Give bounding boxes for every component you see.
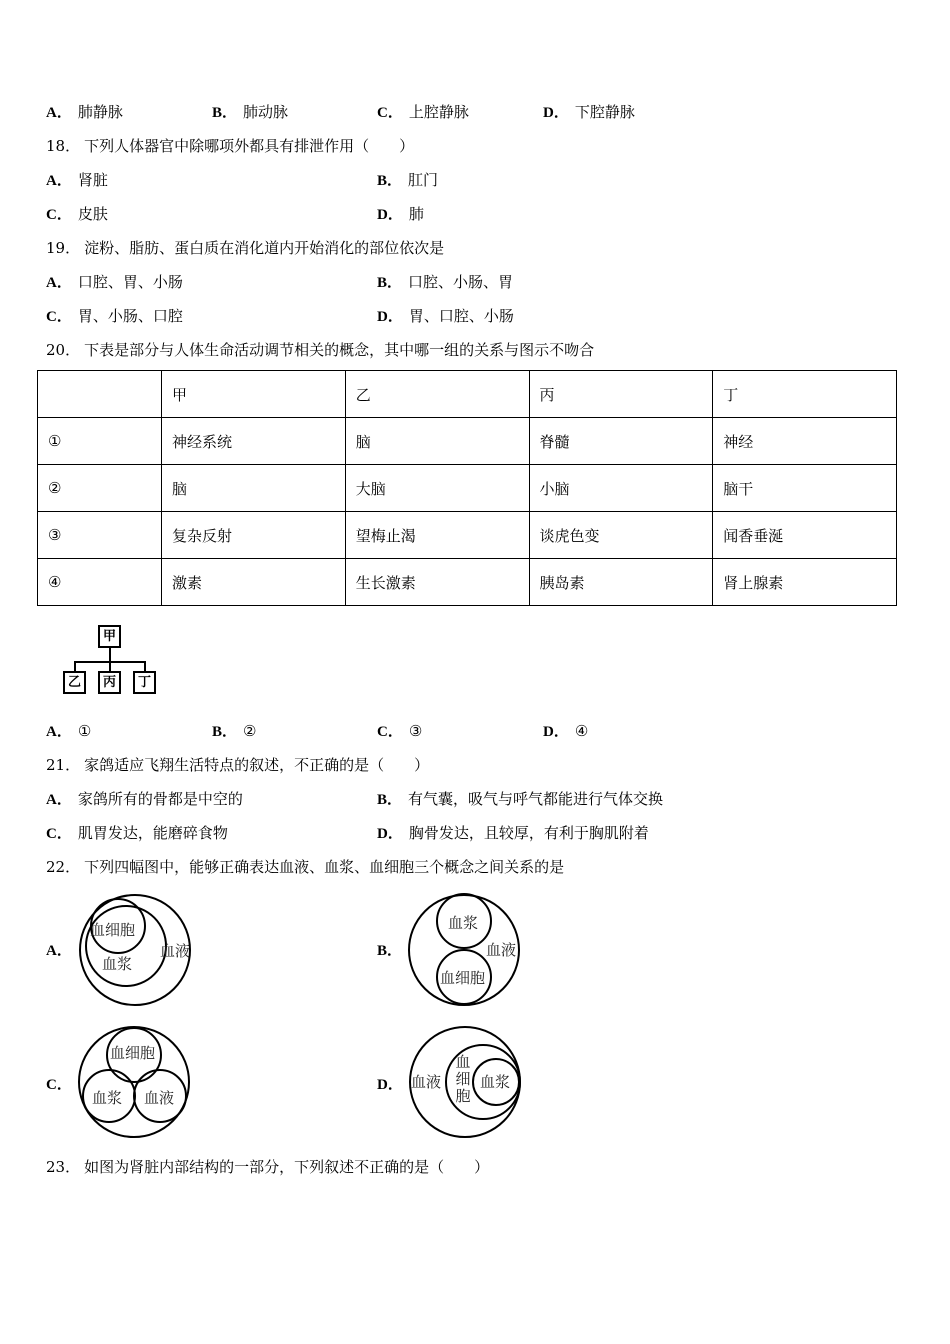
q19-option-a[interactable]: A． 口腔、胃、小肠 [46,273,183,291]
venn-a-plasma-circle [86,906,166,986]
table-cell: 脑 [162,465,346,512]
table-cell: 生长激素 [345,559,529,606]
venn-c-blood-label: 血液 [144,1089,175,1107]
table-cell: 神经 [713,418,897,465]
table-row [38,465,897,512]
table-row [38,559,897,606]
q18-option-b[interactable]: B． 肛门 [377,171,439,189]
diagram-child-box: 丙 [98,671,121,694]
q20-option-a[interactable]: A． ① [46,722,92,740]
q22-option-d-label[interactable]: D． [377,1077,403,1093]
venn-b-cell-label: 血细胞 [440,969,486,987]
q17-option-d[interactable]: D． 下腔静脉 [543,103,635,121]
venn-a-cell-label: 血细胞 [90,921,136,939]
q21-option-d[interactable]: D． 胸骨发达，且较厚，有利于胸肌附着 [377,824,649,842]
q20-option-b[interactable]: B． ② [212,722,257,740]
table-header-cell: 甲 [162,371,346,418]
table-cell: 肾上腺素 [713,559,897,606]
table-cell: 小脑 [529,465,713,512]
q22-option-b-label[interactable]: B． [377,943,403,959]
venn-a-plasma-label: 血浆 [102,955,133,973]
venn-d-plasma-label: 血浆 [480,1073,511,1091]
q19-option-d[interactable]: D． 胃、口腔、小肠 [377,307,514,325]
diagram-root-box: 甲 [98,625,121,648]
venn-diagram-d[interactable] [408,1025,522,1139]
table-header-cell: 乙 [345,371,529,418]
venn-c-plasma-label: 血浆 [92,1089,123,1107]
q21-option-a[interactable]: A． 家鸽所有的骨都是中空的 [46,790,243,808]
q20-option-c[interactable]: C． ③ [377,722,423,740]
q23-stem: 23． 如图为肾脏内部结构的一部分，下列叙述不正确的是（ ） [46,1158,490,1176]
table-header-cell: 丁 [713,371,897,418]
table-cell: 复杂反射 [162,512,346,559]
venn-diagram-c[interactable] [78,1025,190,1139]
hierarchy-diagram [40,605,180,717]
q18-option-a[interactable]: A． 肾脏 [46,171,108,189]
q22-option-c-label[interactable]: C． [46,1077,72,1093]
q19-option-c[interactable]: C． 胃、小肠、口腔 [46,307,183,325]
q20-stem: 20． 下表是部分与人体生命活动调节相关的概念，其中哪一组的关系与图示不吻合 [46,341,595,359]
table-header-cell [38,371,162,418]
venn-c-cell-label: 血细胞 [110,1044,156,1062]
table-cell: 激素 [162,559,346,606]
table-cell: 大脑 [345,465,529,512]
q22-stem: 22． 下列四幅图中，能够正确表达血液、血浆、血细胞三个概念之间关系的是 [46,858,565,876]
concept-table [37,370,897,606]
diagram-child-box: 乙 [63,671,86,694]
venn-b-plasma-label: 血浆 [448,914,479,932]
q17-option-b[interactable]: B． 肺动脉 [212,103,289,121]
table-cell: 脊髓 [529,418,713,465]
table-cell: 胰岛素 [529,559,713,606]
table-cell: 谈虎色变 [529,512,713,559]
table-cell: 闻香垂涎 [713,512,897,559]
q19-stem: 19． 淀粉、脂肪、蛋白质在消化道内开始消化的部位依次是 [46,239,445,257]
q18-option-c[interactable]: C． 皮肤 [46,205,108,223]
table-cell: ② [38,465,162,512]
q22-option-a-label[interactable]: A． [46,943,72,959]
q19-option-b[interactable]: B． 口腔、小肠、胃 [377,273,514,291]
diagram-connector [109,648,111,662]
table-row [38,418,897,465]
venn-d-blood-label: 血液 [411,1073,442,1091]
table-row [38,512,897,559]
venn-b-blood-label: 血液 [486,941,517,959]
q17-option-a[interactable]: A． 肺静脉 [46,103,123,121]
table-cell: ① [38,418,162,465]
diagram-child-box: 丁 [133,671,156,694]
table-cell: 神经系统 [162,418,346,465]
venn-diagram-a[interactable] [78,893,192,1007]
venn-a-blood-label: 血液 [160,942,191,960]
table-cell: ③ [38,512,162,559]
venn-diagram-b[interactable] [406,893,522,1007]
table-cell: 望梅止渴 [345,512,529,559]
q18-option-d[interactable]: D． 肺 [377,205,424,223]
q18-stem: 18． 下列人体器官中除哪项外都具有排泄作用（ ） [46,137,415,155]
q21-option-b[interactable]: B． 有气囊，吸气与呼气都能进行气体交换 [377,790,664,808]
q17-option-c[interactable]: C． 上腔静脉 [377,103,469,121]
table-header-cell: 丙 [529,371,713,418]
venn-d-cell-label: 血 细 胞 [455,1053,471,1105]
table-cell: ④ [38,559,162,606]
table-cell: 脑 [345,418,529,465]
q21-option-c[interactable]: C． 肌胃发达，能磨碎食物 [46,824,228,842]
table-header-row [38,371,897,418]
table-cell: 脑干 [713,465,897,512]
q20-option-d[interactable]: D． ④ [543,722,589,740]
q21-stem: 21． 家鸽适应飞翔生活特点的叙述，不正确的是（ ） [46,756,430,774]
